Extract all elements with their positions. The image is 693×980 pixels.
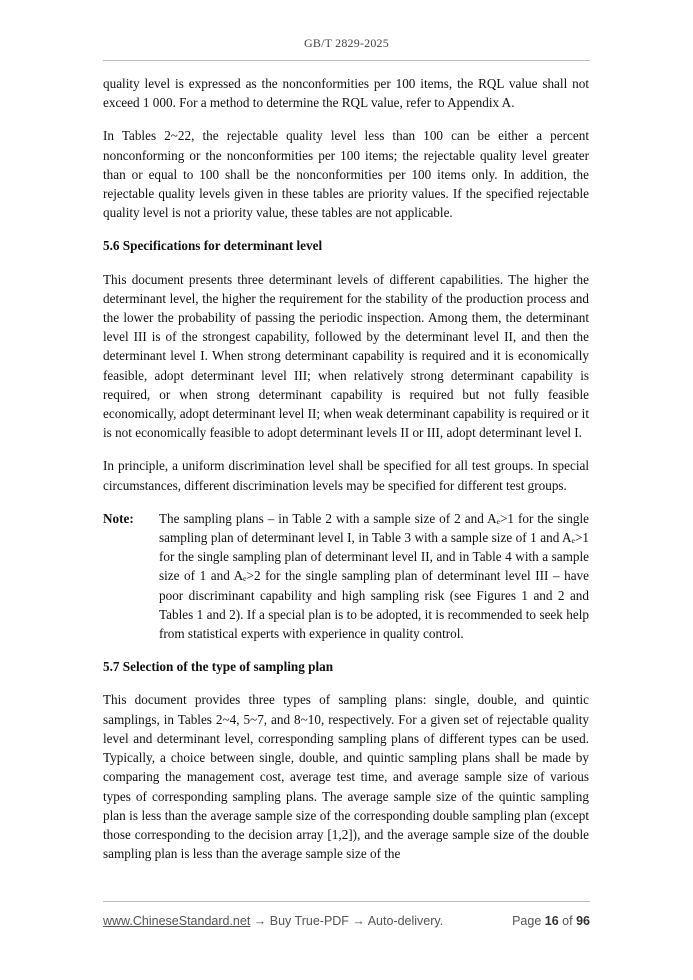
paragraph-discrimination-level: In principle, a uniform discrimination level shall be specified for all test groups. In special circumstances, different discrimination levels may be specified for different test groups.	[103, 458, 589, 493]
chinesestandard-link[interactable]: www.ChineseStandard.net	[103, 914, 251, 928]
paragraph-sampling-plan-types: This document provides three types of sampling plans: single, double, and quintic samplings, in Tables 2~4, 5~7, and 8~10, respectively. For a given set of rejectable quality level and determinant level, corresponding sampling plans of different types can be used. Typically, a choice between single, double, and quintic sampling plans shall be made by comparing the management cost, average test time, and average sample size of various types of corresponding sampling plans. The average sample size of the quintic sampling plan is less than the average sample size of the corresponding double sampling plan (except those corresponding to the decision array [1,2]), and the average sample size of the double sampling plan is less than the average sample size of the	[103, 692, 589, 862]
page-of-label: of	[562, 914, 573, 928]
note-label: Note:	[103, 510, 134, 526]
page-footer	[103, 914, 590, 928]
paragraph-rql-continuation: quality level is expressed as the nonconformities per 100 items, the RQL value shall not exceed 1 000. For a method to determine the RQL value, refer to Appendix A.	[103, 76, 589, 111]
note-text: The sampling plans – in Table 2 with a sample size of 2 and Aₑ>1 for the single sampling plan of determinant level I, in Table 3 with a sample size of 1 and Aₑ>1 for the single sampling plan of determinant level II, and in Table 4 with a sample size of 1 and Aₑ>2 for the single sampling plan of determinant level III – have poor discriminant capability and high sampling risk (see Figures 1 and 2 and Tables 1 and 2). If a special plan is to be adopted, it is recommended to seek help from statistical experts with experience in quality control.	[159, 510, 589, 642]
page-label: Page	[512, 914, 542, 928]
header-divider	[103, 60, 590, 61]
page-indicator	[512, 914, 590, 928]
note-block	[103, 509, 589, 643]
document-header	[0, 36, 693, 51]
page-body	[103, 74, 589, 877]
footer-promo	[103, 914, 443, 928]
document-id: GB/T 2829-2025	[304, 36, 389, 50]
section-heading-5-6: 5.6 Specifications for determinant level	[103, 238, 323, 254]
paragraph-determinant-levels: This document presents three determinant levels of different capabilities. The higher the determinant level, the higher the requirement for the stability of the production process and the lower the probability of passing the periodic inspection. Among them, the determinant level III is of the strongest capability, followed by the determinant level II, and then the determinant level I. When strong determinant capability is required and it is economically feasible, adopt determinant level III; when relatively strong determinant capability is required, or when strong determinant capability is required but not fully feasible economically, adopt determinant level II; when weak determinant capability is required or it is not economically feasible to adopt determinant levels II or III, adopt determinant level I.	[103, 271, 589, 441]
page-current: 16	[544, 914, 559, 928]
page-total: 96	[576, 914, 590, 928]
section-heading-5-7: 5.7 Selection of the type of sampling plan	[103, 659, 334, 675]
footer-promo-text: → Buy True-PDF → Auto-delivery.	[250, 914, 444, 928]
footer-divider	[103, 901, 590, 902]
paragraph-rejectable-quality-level: In Tables 2~22, the rejectable quality level less than 100 can be either a percent nonconforming or the nonconformities per 100 items; the rejectable quality level greater than or equal to 100 shall be the nonconformities per 100 items only. In addition, the rejectable quality levels given in these tables are priority values. If the specified rejectable quality level is not a priority value, these tables are not applicable.	[103, 128, 589, 221]
